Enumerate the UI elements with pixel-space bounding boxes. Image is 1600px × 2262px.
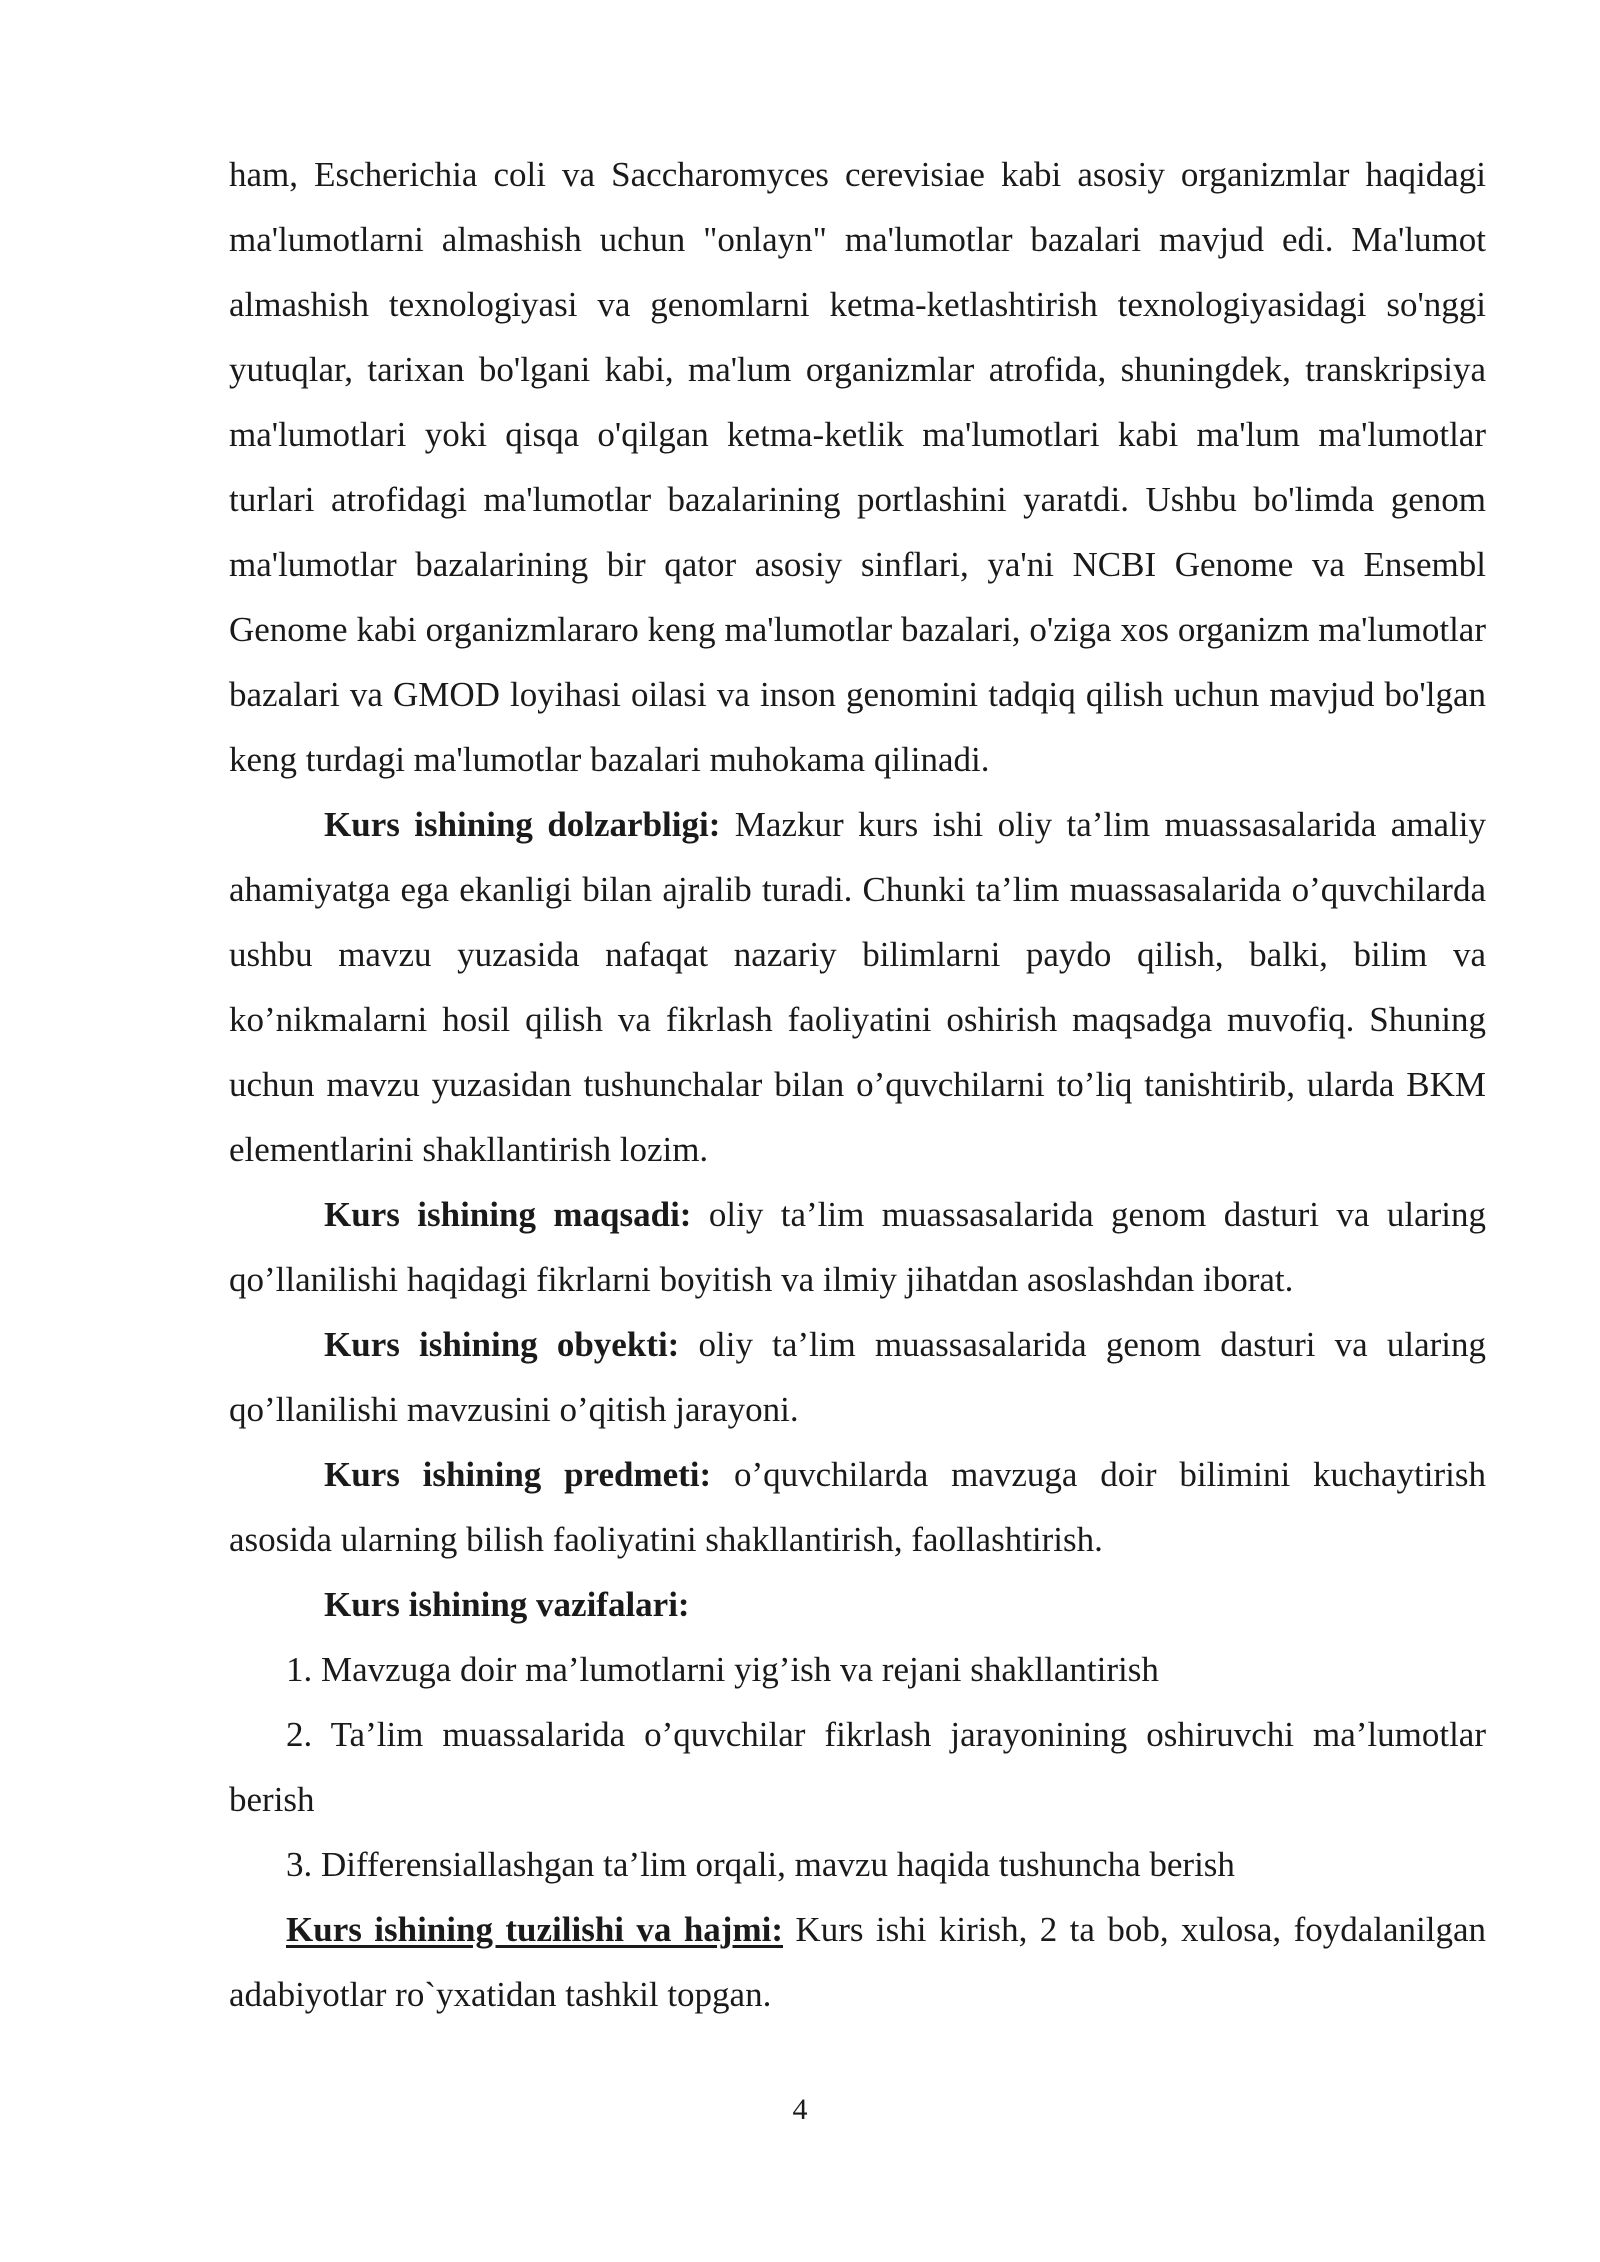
dolzarbligi-label: Kurs ishining dolzarbligi: xyxy=(324,805,721,844)
page-body xyxy=(229,142,1486,2027)
predmeti-paragraph xyxy=(229,1442,1486,1572)
intro-paragraph: ham, Escherichia coli va Saccharomyces cerevisiae kabi asosiy organizmlar haqidagi ma'lumotlarni almashish uchun "onlayn" ma'lumotlar bazalari mavjud edi. Ma'lumot almashish texnologiyasi va genomlarni ketma-ketlashtirish texnologiyasidagi so'nggi yutuqlar, tarixan bo'lgani kabi, ma'lum organizmlar atrofida, shuningdek, transkripsiya ma'lumotlari yoki qisqa o'qilgan ketma-ketlik ma'lumotlari kabi ma'lum ma'lumotlar turlari atrofidagi ma'lumotlar bazalarining portlashini yaratdi. Ushbu bo'limda genom ma'lumotlar bazalarining bir qator asosiy sinflari, ya'ni NCBI Genome va Ensembl Genome kabi organizmlararo keng ma'lumotlar bazalari, o'ziga xos organizm ma'lumotlar bazalari va GMOD loyihasi oilasi va inson genomini tadqiq qilish uchun mavjud bo'lgan keng turdagi ma'lumotlar bazalari muhokama qilinadi. xyxy=(229,155,1486,779)
tuzilishi-text: Kurs ishi kirish, 2 ta bob, xulosa, foydalanilgan adabiyotlar ro`yxatidan tashkil topgan. xyxy=(229,1910,1486,2014)
vazifa-item-1: 1. Mavzuga doir ma’lumotlarni yig’ish va rejani shakllantirish xyxy=(286,1650,1159,1689)
dolzarbligi-paragraph xyxy=(229,792,1486,1182)
vazifalari-label: Kurs ishining vazifalari: xyxy=(324,1585,690,1624)
obyekti-label: Kurs ishining obyekti: xyxy=(324,1325,680,1364)
vazifa-item-3: 3. Differensiallashgan ta’lim orqali, mavzu haqida tushuncha berish xyxy=(286,1845,1235,1884)
vazifalari-heading xyxy=(229,1572,1486,1637)
obyekti-text: oliy ta’lim muassasalarida genom dasturi va ularing qo’llanilishi mavzusini o’qitish jarayoni. xyxy=(229,1325,1486,1429)
maqsadi-text: oliy ta’lim muassasalarida genom dasturi va ularing qo’llanilishi haqidagi fikrlarni boyitish va ilmiy jihatdan asoslashdan iborat. xyxy=(229,1195,1486,1299)
tuzilishi-paragraph xyxy=(229,1897,1486,2027)
predmeti-label: Kurs ishining predmeti: xyxy=(324,1455,712,1494)
vazifa-item-2: 2. Ta’lim muassalarida o’quvchilar fikrlash jarayonining oshiruvchi ma’lumotlar berish xyxy=(229,1715,1486,1819)
dolzarbligi-text: Mazkur kurs ishi oliy ta’lim muassasalarida amaliy ahamiyatga ega ekanligi bilan ajralib turadi. Chunki ta’lim muassasalarida o’quvchilarda ushbu mavzu yuzasida nafaqat nazariy bilimlarni paydo qilish, balki, bilim va ko’nikmalarni hosil qilish va fikrlash faoliyatini oshirish maqsadga muvofiq. Shuning uchun mavzu yuzasidan tushunchalar bilan o’quvchilarni to’liq tanishtirib, ularda BKM elementlarini shakllantirish lozim. xyxy=(229,805,1486,1169)
obyekti-paragraph xyxy=(229,1312,1486,1442)
maqsadi-paragraph xyxy=(229,1182,1486,1312)
maqsadi-label: Kurs ishining maqsadi: xyxy=(324,1195,692,1234)
tuzilishi-label: Kurs ishining tuzilishi va hajmi: xyxy=(286,1910,783,1949)
predmeti-text: o’quvchilarda mavzuga doir bilimini kuchaytirish asosida ularning bilish faoliyatini shakllantirish, faollashtirish. xyxy=(229,1455,1486,1559)
page-number: 4 xyxy=(792,2093,808,2126)
